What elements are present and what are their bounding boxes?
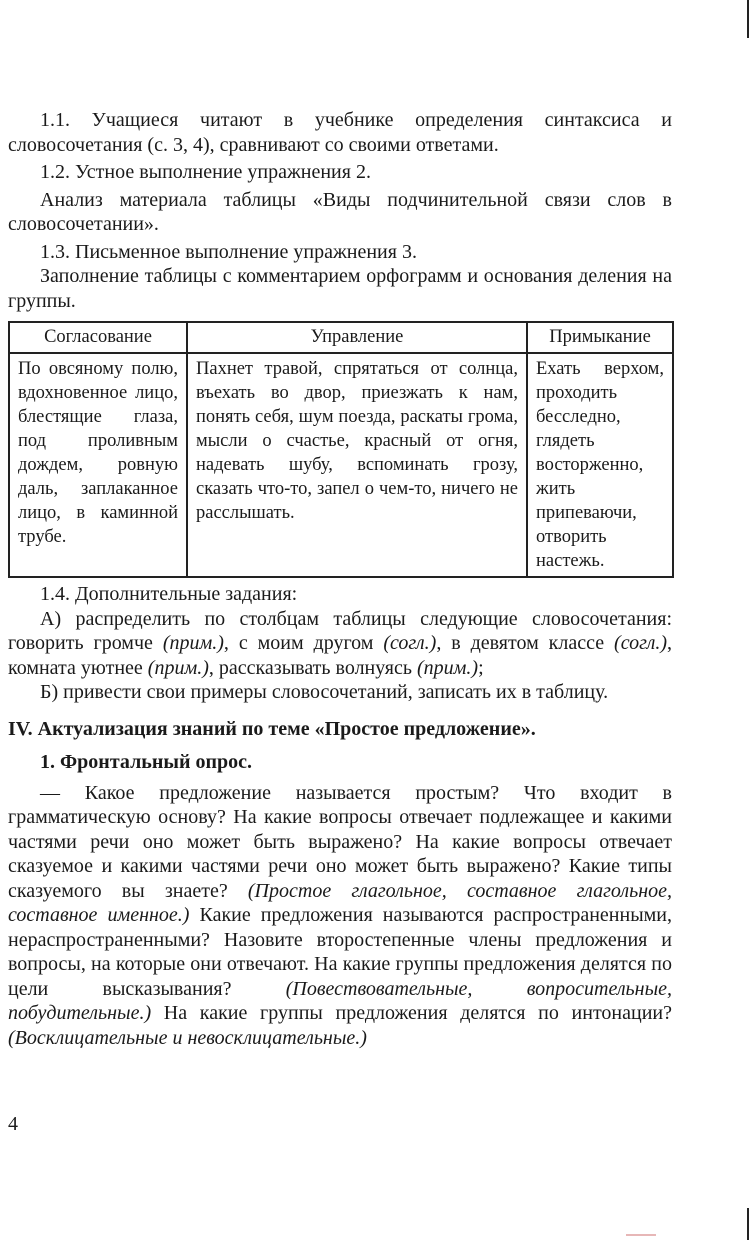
paragraph-1-2: 1.2. Устное выполнение упражнения 2.: [40, 161, 371, 183]
page-content: [8, 108, 672, 1050]
scan-mark: [626, 1234, 656, 1236]
table-row: [9, 353, 673, 577]
tasks-title: 1.4. Дополнительные задания:: [40, 583, 298, 605]
table-header-row: [9, 322, 673, 353]
cell-agreement: По овсяному полю, вдохновенное лицо, блестящие глаза, под проливным дождем, ровную даль, заплаканное лицо, в каминной трубе.: [9, 353, 187, 577]
header-adjunction: Примыкание: [527, 322, 673, 353]
links-table: [8, 321, 674, 578]
paragraph-1-1: 1.1. Учащиеся читают в учебнике определения синтаксиса и словосочетания (с. 3, 4), сравнивают со своими ответами.: [8, 109, 672, 156]
frontal-questions: — Какое предложение называется простым? Что входит в грамматическую основу? На какие вопросы отвечает подлежащее и какими частями речи оно может быть выражено? На какие вопросы отвечает сказуемое и какими частями речи оно может быть выражено? Какие типы сказуемого вы знаете? (Простое глагольное, составное глагольное, составное именное.) Какие предложения называются распространенными, нераспространенными? Назовите второстепенные члены предложения и вопросы, на которые они отвечают. На какие группы предложения делятся по цели высказывания? (Повествовательные, вопросительные, побудительные.) На какие группы предложения делятся по интонации? (Восклицательные и невосклицательные.): [8, 781, 672, 1049]
paragraph-table-fill: Заполнение таблицы с комментарием орфограмм и основания деления на группы.: [8, 265, 672, 312]
section-heading: IV. Актуализация знаний по теме «Простое предложение».: [8, 717, 536, 740]
task-a: А) распределить по столбцам таблицы следующие словосочетания: говорить громче (прим.), с моим другом (согл.), в девятом классе (согл.), комната уютнее (прим.), рассказывать волнуясь (прим.);: [8, 607, 672, 679]
task-b: Б) привести свои примеры словосочетаний, записать их в таблицу.: [40, 681, 609, 703]
paragraph-1-3: 1.3. Письменное выполнение упражнения 3.: [40, 240, 417, 263]
paragraph-table-analysis: Анализ материала таблицы «Виды подчинительной связи слов в словосочетании».: [8, 188, 672, 235]
header-agreement: Согласование: [9, 322, 187, 353]
cell-government: Пахнет травой, спрятаться от солнца, въехать во двор, приезжать к нам, понять себя, шум поезда, раскаты грома, мысли о счастье, красный от огня, надевать шубу, вспоминать грозу, сказать что-то, запел о чем-то, ничего не расслышать.: [187, 353, 527, 577]
cell-adjunction: Ехать верхом, проходить бесследно, глядеть восторженно, жить припеваючи, отворить настежь.: [527, 353, 673, 577]
section-subheading: 1. Фронтальный опрос.: [40, 750, 253, 773]
page-number: 4: [8, 1113, 18, 1135]
header-government: Управление: [187, 322, 527, 353]
